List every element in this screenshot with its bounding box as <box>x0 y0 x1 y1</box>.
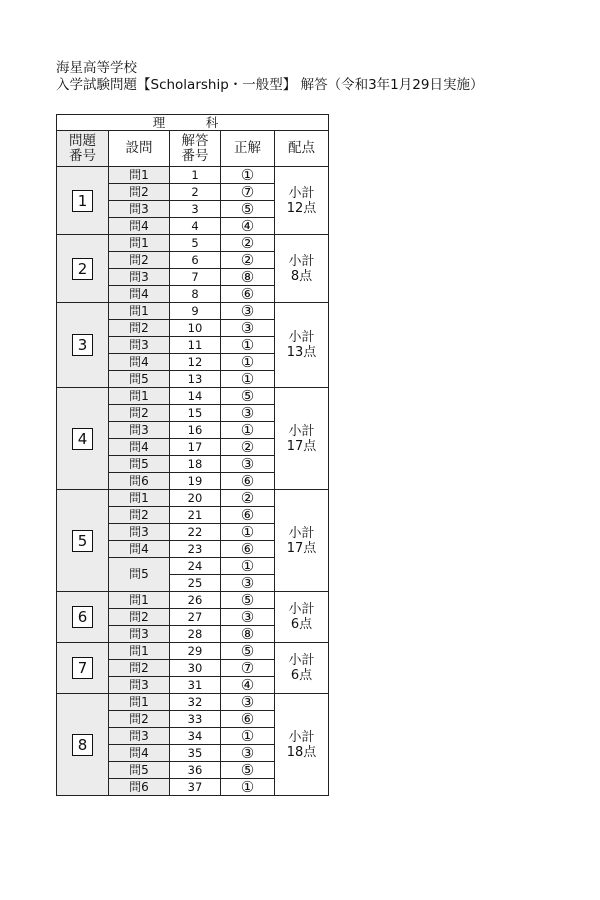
subquestion-cell: 問4 <box>109 218 170 235</box>
answer-number-cell: 27 <box>170 609 221 626</box>
subject-heading: 理 科 <box>57 115 329 131</box>
points-label: 小計 <box>288 253 315 269</box>
subquestion-cell: 問3 <box>109 626 170 643</box>
points-label: 小計 <box>288 525 315 541</box>
answer-number-cell: 7 <box>170 269 221 286</box>
subquestion-cell: 問3 <box>109 337 170 354</box>
subquestion-cell: 問5 <box>109 558 170 592</box>
subquestion-cell: 問1 <box>109 167 170 184</box>
subquestion-cell: 問1 <box>109 235 170 252</box>
question-number-box: 2 <box>72 258 93 280</box>
points-cell <box>275 303 329 388</box>
correct-answer-cell: ① <box>221 337 275 354</box>
subquestion-cell: 問3 <box>109 269 170 286</box>
subquestion-cell: 問4 <box>109 541 170 558</box>
correct-answer-cell: ④ <box>221 677 275 694</box>
answer-number-cell: 18 <box>170 456 221 473</box>
answer-number-cell: 21 <box>170 507 221 524</box>
correct-answer-cell: ⑥ <box>221 541 275 558</box>
correct-answer-cell: ② <box>221 439 275 456</box>
answer-number-cell: 33 <box>170 711 221 728</box>
correct-answer-cell: ⑤ <box>221 762 275 779</box>
correct-answer-cell: ① <box>221 167 275 184</box>
table-row <box>57 167 329 184</box>
question-number-cell <box>57 643 109 694</box>
question-number-cell <box>57 303 109 388</box>
points-value: 6点 <box>290 617 313 632</box>
subquestion-cell: 問2 <box>109 405 170 422</box>
answer-number-cell: 16 <box>170 422 221 439</box>
answer-number-cell: 10 <box>170 320 221 337</box>
answer-number-cell: 37 <box>170 779 221 796</box>
correct-answer-cell: ⑤ <box>221 388 275 405</box>
correct-answer-cell: ① <box>221 422 275 439</box>
subquestion-cell: 問1 <box>109 694 170 711</box>
answer-number-cell: 11 <box>170 337 221 354</box>
answer-number-cell: 6 <box>170 252 221 269</box>
school-name: 海星高等学校 <box>56 60 137 76</box>
answer-number-cell: 14 <box>170 388 221 405</box>
subquestion-cell: 問4 <box>109 354 170 371</box>
subquestion-cell: 問3 <box>109 524 170 541</box>
question-number-cell <box>57 592 109 643</box>
subquestion-cell: 問2 <box>109 609 170 626</box>
answer-number-cell: 4 <box>170 218 221 235</box>
subquestion-cell: 問4 <box>109 286 170 303</box>
subquestion-cell: 問3 <box>109 422 170 439</box>
points-label: 小計 <box>288 423 315 439</box>
answer-number-cell: 29 <box>170 643 221 660</box>
answer-number-cell: 22 <box>170 524 221 541</box>
table-row <box>57 388 329 405</box>
answer-number-cell: 3 <box>170 201 221 218</box>
correct-answer-cell: ⑦ <box>221 184 275 201</box>
answer-number-cell: 31 <box>170 677 221 694</box>
answer-number-cell: 20 <box>170 490 221 507</box>
subquestion-cell: 問5 <box>109 371 170 388</box>
answer-number-cell: 2 <box>170 184 221 201</box>
correct-answer-cell: ③ <box>221 320 275 337</box>
correct-answer-cell: ③ <box>221 575 275 592</box>
correct-answer-cell: ① <box>221 779 275 796</box>
correct-answer-cell: ③ <box>221 456 275 473</box>
points-cell <box>275 643 329 694</box>
points-label: 小計 <box>288 653 315 668</box>
subquestion-cell: 問3 <box>109 728 170 745</box>
table-row <box>57 643 329 660</box>
subquestion-cell: 問3 <box>109 677 170 694</box>
correct-answer-cell: ③ <box>221 694 275 711</box>
answer-number-cell: 28 <box>170 626 221 643</box>
question-number-box: 7 <box>72 657 93 679</box>
correct-answer-cell: ② <box>221 252 275 269</box>
question-number-cell <box>57 235 109 303</box>
correct-answer-cell: ⑧ <box>221 269 275 286</box>
points-label: 小計 <box>288 330 315 345</box>
table-row <box>57 490 329 507</box>
answer-number-cell: 17 <box>170 439 221 456</box>
table-row <box>57 303 329 320</box>
table-row <box>57 694 329 711</box>
answer-number-cell: 24 <box>170 558 221 575</box>
answer-number-cell: 35 <box>170 745 221 762</box>
question-number-cell <box>57 694 109 796</box>
subquestion-cell: 問6 <box>109 473 170 490</box>
points-value: 8点 <box>290 268 313 284</box>
correct-answer-cell: ③ <box>221 745 275 762</box>
correct-answer-cell: ② <box>221 235 275 252</box>
subquestion-cell: 問2 <box>109 184 170 201</box>
document-header <box>56 60 483 94</box>
correct-answer-cell: ③ <box>221 609 275 626</box>
points-value: 17点 <box>286 438 317 454</box>
subquestion-cell: 問1 <box>109 490 170 507</box>
answer-number-cell: 1 <box>170 167 221 184</box>
answer-number-cell: 12 <box>170 354 221 371</box>
correct-answer-cell: ① <box>221 371 275 388</box>
question-number-box: 4 <box>72 428 93 450</box>
col-header-question-number: 問題 番号 <box>57 131 109 167</box>
points-cell <box>275 235 329 303</box>
points-cell <box>275 388 329 490</box>
correct-answer-cell: ⑥ <box>221 286 275 303</box>
col-header-answer-number: 解答 番号 <box>170 131 221 167</box>
question-number-cell <box>57 490 109 592</box>
correct-answer-cell: ① <box>221 524 275 541</box>
points-value: 6点 <box>290 668 313 683</box>
question-number-cell <box>57 388 109 490</box>
answer-number-cell: 36 <box>170 762 221 779</box>
subquestion-cell: 問2 <box>109 507 170 524</box>
question-number-cell <box>57 167 109 235</box>
answer-number-cell: 13 <box>170 371 221 388</box>
answer-number-cell: 32 <box>170 694 221 711</box>
answer-number-cell: 15 <box>170 405 221 422</box>
subquestion-cell: 問2 <box>109 320 170 337</box>
correct-answer-cell: ⑤ <box>221 592 275 609</box>
points-cell <box>275 167 329 235</box>
correct-answer-cell: ② <box>221 490 275 507</box>
document-title: 入学試験問題【Scholarship・一般型】 解答（令和3年1月29日実施） <box>56 77 484 93</box>
points-value: 12点 <box>286 200 317 216</box>
answer-number-cell: 9 <box>170 303 221 320</box>
question-number-box: 6 <box>72 606 93 628</box>
question-number-box: 3 <box>72 334 93 356</box>
correct-answer-cell: ⑤ <box>221 643 275 660</box>
subquestion-cell: 問2 <box>109 252 170 269</box>
subquestion-cell: 問2 <box>109 660 170 677</box>
correct-answer-cell: ① <box>221 558 275 575</box>
correct-answer-cell: ⑥ <box>221 473 275 490</box>
question-number-box: 1 <box>72 190 93 212</box>
subquestion-cell: 問1 <box>109 592 170 609</box>
subquestion-cell: 問6 <box>109 779 170 796</box>
correct-answer-cell: ⑥ <box>221 507 275 524</box>
subquestion-cell: 問2 <box>109 711 170 728</box>
points-cell <box>275 592 329 643</box>
answer-number-cell: 30 <box>170 660 221 677</box>
col-header-points: 配点 <box>275 131 329 167</box>
correct-answer-cell: ⑧ <box>221 626 275 643</box>
answer-body <box>57 167 329 796</box>
correct-answer-cell: ③ <box>221 405 275 422</box>
answer-number-cell: 8 <box>170 286 221 303</box>
question-number-box: 5 <box>72 530 93 552</box>
answer-table <box>56 114 329 796</box>
subquestion-cell: 問4 <box>109 439 170 456</box>
subquestion-cell: 問3 <box>109 201 170 218</box>
correct-answer-cell: ⑥ <box>221 711 275 728</box>
col-header-correct-answer: 正解 <box>221 131 275 167</box>
table-row <box>57 592 329 609</box>
points-label: 小計 <box>288 602 315 617</box>
correct-answer-cell: ⑤ <box>221 201 275 218</box>
answer-number-cell: 25 <box>170 575 221 592</box>
correct-answer-cell: ① <box>221 354 275 371</box>
points-label: 小計 <box>288 729 315 745</box>
subquestion-cell: 問1 <box>109 388 170 405</box>
subquestion-cell: 問5 <box>109 762 170 779</box>
answer-number-cell: 5 <box>170 235 221 252</box>
subquestion-cell: 問5 <box>109 456 170 473</box>
points-cell <box>275 490 329 592</box>
points-value: 13点 <box>286 345 317 360</box>
question-number-box: 8 <box>72 734 93 756</box>
correct-answer-cell: ④ <box>221 218 275 235</box>
points-value: 18点 <box>286 744 317 760</box>
answer-number-cell: 34 <box>170 728 221 745</box>
answer-number-cell: 23 <box>170 541 221 558</box>
correct-answer-cell: ③ <box>221 303 275 320</box>
subquestion-cell: 問1 <box>109 303 170 320</box>
points-value: 17点 <box>286 540 317 556</box>
points-cell <box>275 694 329 796</box>
col-header-subquestion: 設問 <box>109 131 170 167</box>
table-row <box>57 235 329 252</box>
answer-number-cell: 19 <box>170 473 221 490</box>
subquestion-cell: 問1 <box>109 643 170 660</box>
subquestion-cell: 問4 <box>109 745 170 762</box>
answer-number-cell: 26 <box>170 592 221 609</box>
correct-answer-cell: ① <box>221 728 275 745</box>
points-label: 小計 <box>288 185 315 201</box>
correct-answer-cell: ⑦ <box>221 660 275 677</box>
